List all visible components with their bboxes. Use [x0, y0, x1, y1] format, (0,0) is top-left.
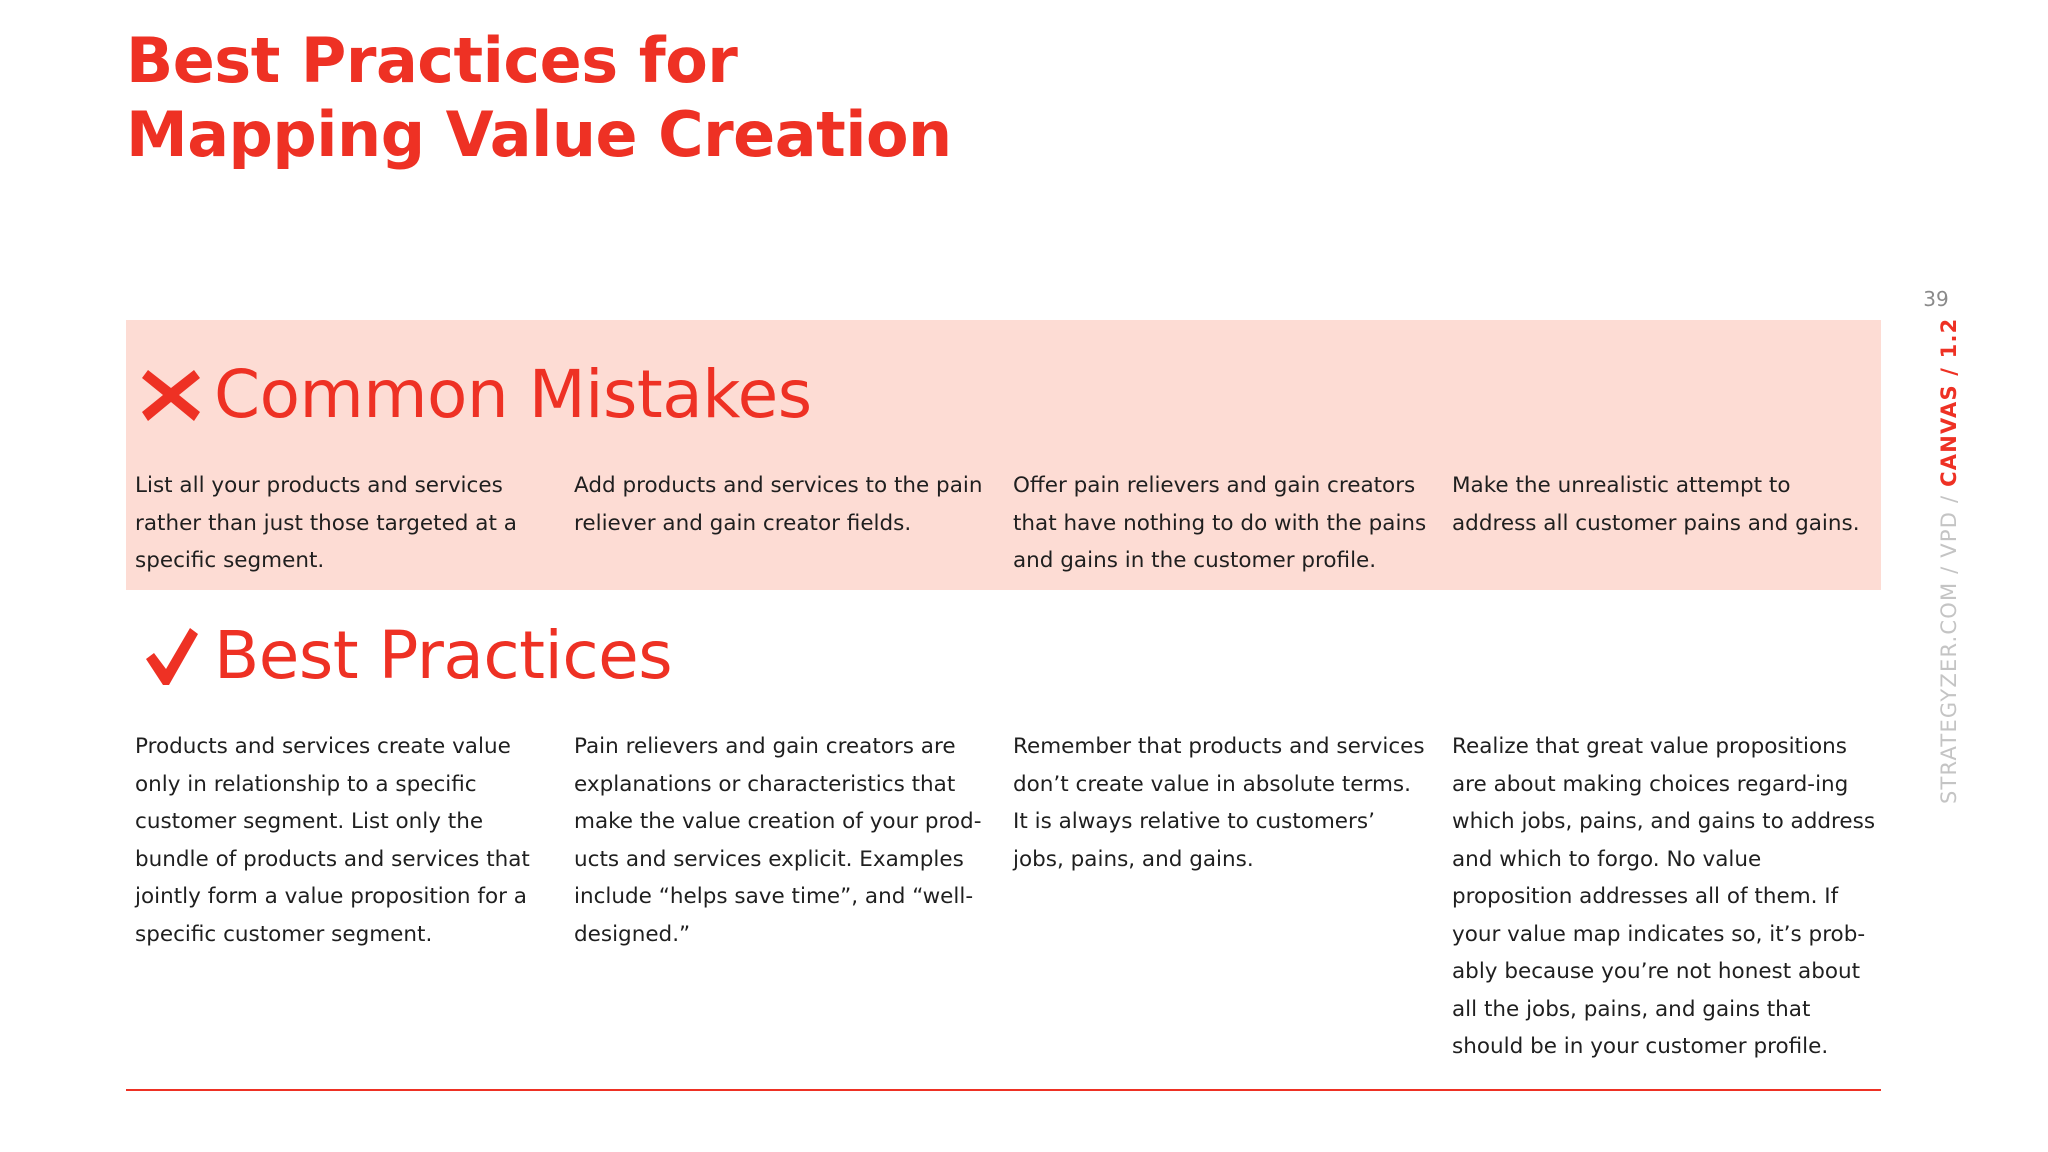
- cross-mark-icon: [140, 364, 202, 426]
- best-practice-item-2: Pain relievers and gain creators are explanations or characteristics that make the value creation of your prod-ucts and services explicit. Examples include “helps save time”, and “well-designed.”: [574, 734, 982, 947]
- common-mistakes-heading: [140, 356, 812, 434]
- check-mark-icon: [140, 625, 202, 687]
- best-practice-item-1: Products and services create value only in relationship to a specific customer segment. List only the bundle of products and services that jointly form a value proposition for a specific customer segment.: [135, 734, 530, 947]
- best-practice-item-3: Remember that products and services don’t create value in absolute terms. It is always relative to customers’ jobs, pains, and gains.: [1013, 734, 1425, 872]
- mistake-item-4: Make the unrealistic attempt to address all customer pains and gains.: [1452, 473, 1860, 536]
- page-title: [126, 24, 952, 172]
- mistake-item-1: List all your products and services rather than just those targeted at a specific segment.: [135, 473, 517, 573]
- section-path-site: STRATEGYZER.COM / VPD /: [1937, 486, 1961, 804]
- common-mistakes-title: Common Mistakes: [214, 356, 812, 433]
- bottom-divider: [126, 1089, 1881, 1091]
- best-practices-heading: [140, 617, 672, 695]
- best-practice-item-4: Realize that great value propositions are about making choices regard-ing which jobs, pains, and gains to address and which to forgo. No value proposition addresses all of them. If your value map indicates so, it’s prob-ably because you’re not honest about all the jobs, pains, and gains that should be in your customer profile.: [1452, 734, 1876, 1059]
- mistake-item-2: Add products and services to the pain reliever and gain creator fields.: [574, 473, 983, 536]
- title-line-1: Best Practices for: [126, 24, 738, 97]
- title-line-2: Mapping Value Creation: [126, 98, 952, 171]
- section-path: [1936, 318, 1962, 804]
- section-path-current: CANVAS / 1.2: [1937, 317, 1961, 487]
- page-number: 39: [1923, 287, 1949, 311]
- best-practices-title: Best Practices: [214, 617, 673, 694]
- mistake-item-3: Offer pain relievers and gain creators that have nothing to do with the pains and gains in the customer profile.: [1013, 473, 1427, 573]
